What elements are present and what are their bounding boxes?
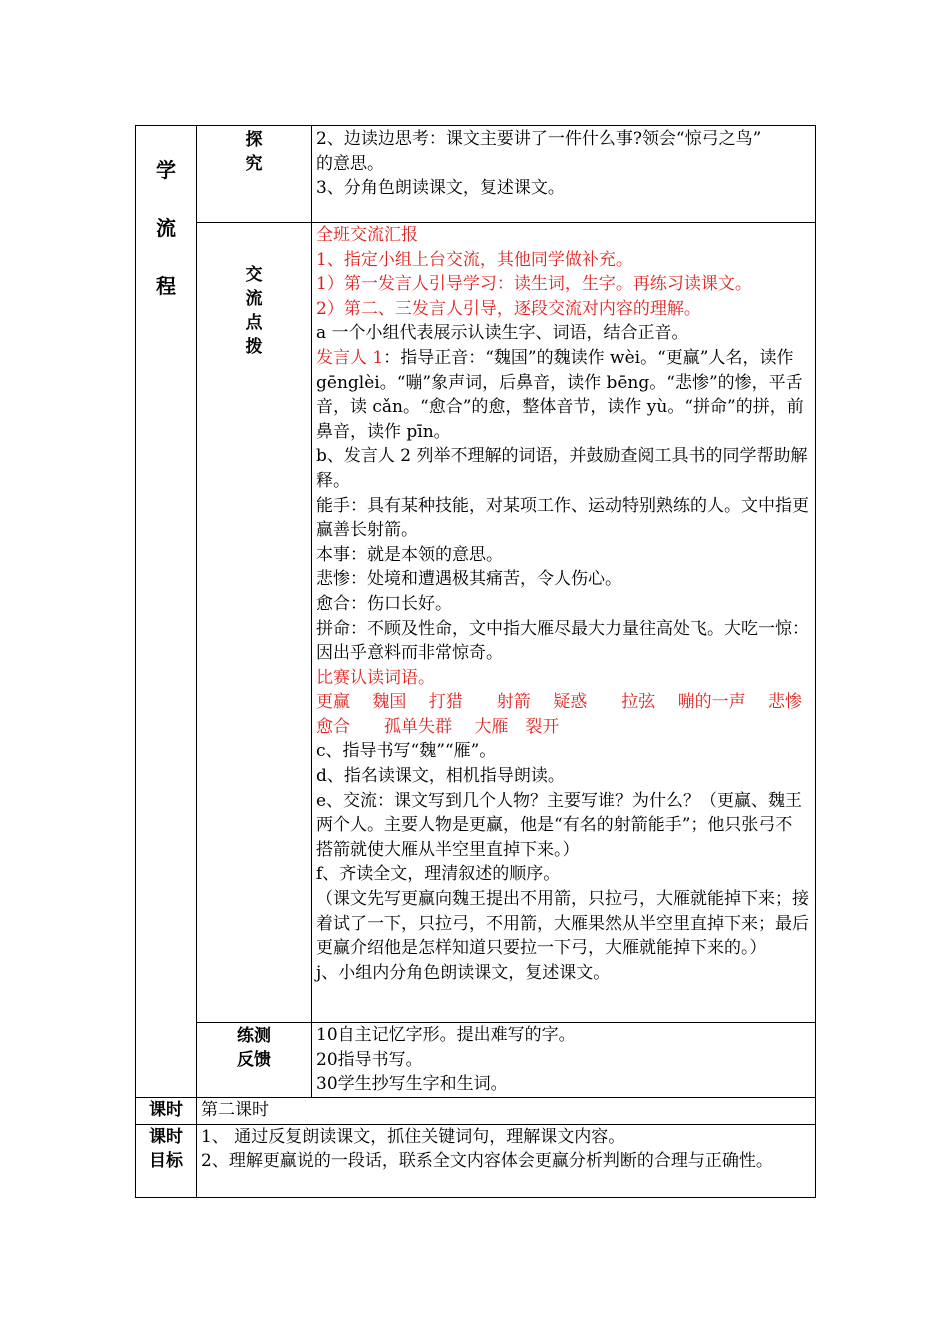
explore-line: 3、分角色朗读课文，复述课文。 <box>316 178 565 199</box>
red-line: 1、指定小组上台交流，其他同学做补充。 <box>316 249 633 270</box>
contest-words: 更赢 魏国 打猎 射箭 疑惑 拉弦 嘣的一声 悲惨 愈合 孤单失群 大雁 裂开 <box>316 692 837 737</box>
goal-line: 1、 通过反复朗读课文，抓住关键词句，理解课文内容。 <box>201 1126 626 1147</box>
definition: 能手：具有某种技能，对某项工作、运动特别熟练的人。文中指更赢善长射箭。 <box>316 495 809 541</box>
tail-line: d、指名读课文，相机指导朗读。 <box>316 766 565 787</box>
red-line: 全班交流汇报 <box>316 225 418 245</box>
definition: 本事：就是本领的意思。 <box>316 544 503 565</box>
lesson-label: 课时 <box>136 1097 197 1124</box>
tail-line: c、指导书写“魏”“雁”。 <box>316 741 497 762</box>
speaker1-paragraph <box>316 346 809 444</box>
speaker1-text: ：指导正音：“魏国”的魏读作 wèi。“更赢”人名，读作 gēnglèi。“嘣”象声词，后鼻音，读作 bēng。“悲惨”的惨，平舌音，读 cǎn。“愈合”的愈，整体音节，读作 yù。“拼命”的拼，前鼻音，读作 pīn。 <box>316 347 804 442</box>
definition: 悲惨：处境和遭遇极其痛苦，令人伤心。 <box>316 569 622 590</box>
tail-line: f、齐读全文，理清叙述的顺序。 <box>316 864 561 885</box>
goal-line: 2、理解更赢说的一段话，联系全文内容体会更赢分析判断的合理与正确性。 <box>201 1151 773 1172</box>
definition: 愈合：伤口长好。 <box>316 593 452 614</box>
goals-content <box>197 1124 816 1197</box>
practice-line: 20指导书写。 <box>316 1049 423 1070</box>
contest-title: 比赛认读词语。 <box>316 667 435 688</box>
tail-line: j、小组内分角色朗读课文，复述课文。 <box>316 962 611 983</box>
explore-line: 的意思。 <box>316 153 384 174</box>
explore-content <box>312 126 816 223</box>
tail-line: （课文先写更赢向魏王提出不用箭，只拉弓，大雁就能掉下来；接着试了一下，只拉弓，不用箭，大雁果然从半空里直掉下来；最后更赢介绍他是怎样知道只要拉一下弓，大雁就能掉下来的。） <box>316 889 809 959</box>
practice-content <box>312 1023 816 1098</box>
red-line: 2）第二、三发言人引导，逐段交流对内容的理解。 <box>316 298 701 319</box>
exchange-content <box>312 223 837 1023</box>
exchange-label: 交 流 点 拨 <box>197 223 312 1023</box>
process-label <box>136 126 197 1098</box>
b-line: b、发言人 2 列举不理解的词语，并鼓励查阅工具书的同学帮助解释。 <box>316 446 808 491</box>
lesson-value: 第二课时 <box>197 1097 816 1124</box>
practice-line: 10自主记忆字形。提出难写的字。 <box>316 1025 576 1045</box>
goals-label: 课时 目标 <box>136 1124 197 1197</box>
a-line: a 一个小组代表展示认读生字、词语，结合正音。 <box>316 323 689 344</box>
practice-label: 练测 反馈 <box>197 1023 312 1098</box>
tail-line: e、交流：课文写到几个人物？主要写谁？为什么？（更赢、魏王两个人。主要人物是更赢，他是“有名的射箭能手”；他只张弓不搭箭就使大雁从半空里直掉下来。） <box>316 790 803 860</box>
process-char-1: 学 <box>156 158 176 182</box>
speaker1-label: 发言人 1 <box>316 347 384 368</box>
lesson-plan-table <box>135 125 837 1198</box>
process-char-2: 流 <box>156 216 176 240</box>
practice-line: 30学生抄写生字和生词。 <box>316 1074 508 1095</box>
explore-line: 2、边读边思考：课文主要讲了一件什么事?领会“惊弓之鸟” <box>316 129 762 149</box>
explore-label: 探 究 <box>197 126 312 223</box>
process-char-3: 程 <box>156 274 176 298</box>
definition: 拼命：不顾及性命，文中指大雁尽最大力量往高处飞。大吃一惊：因出乎意料而非常惊奇。 <box>316 618 809 664</box>
red-line: 1）第一发言人引导学习：读生词，生字。再练习读课文。 <box>316 274 752 295</box>
